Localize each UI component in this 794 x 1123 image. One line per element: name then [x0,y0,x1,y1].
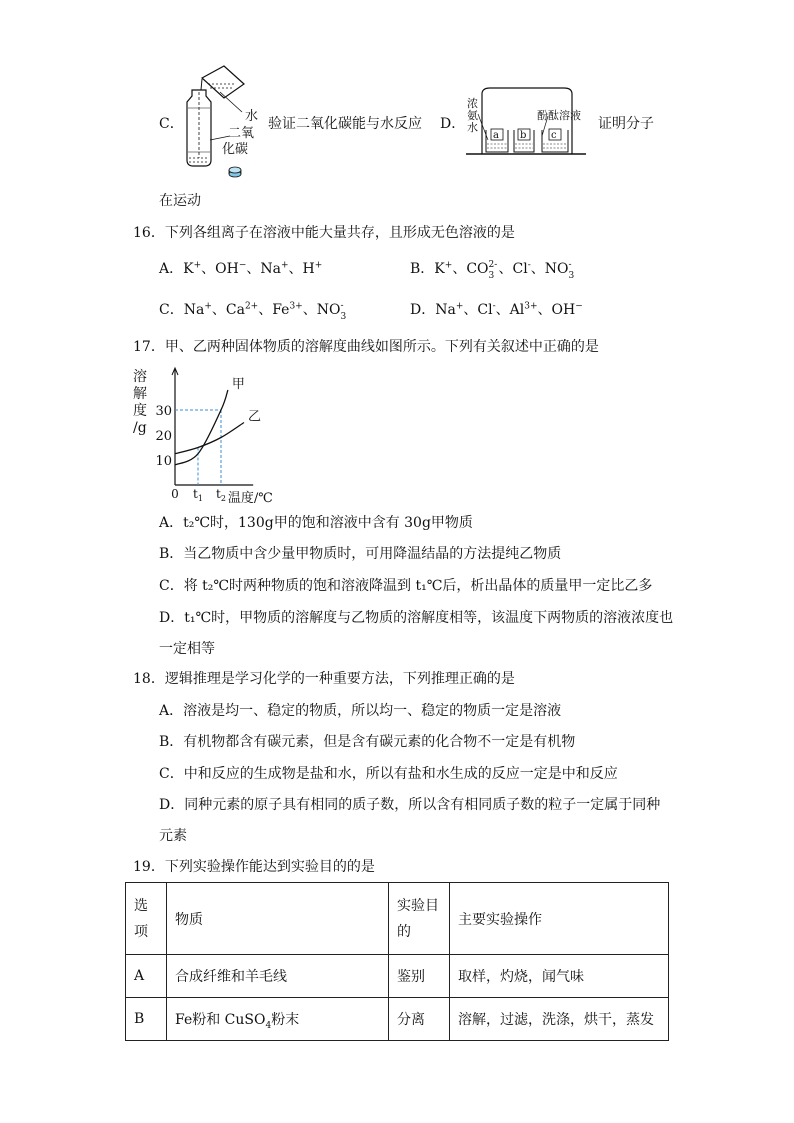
q19-header-option: 选 项 [126,883,167,955]
q15-d-beaker-c: c [551,130,557,141]
table-row [126,955,669,998]
q16-option-d: D．Na+、Cl-、$Al^{3+}$、OH− [410,301,583,318]
q19-row-b-purpose: 分离 [389,998,450,1041]
q18-option-a: A．溶液是均一、稳定的物质，所以均一、稳定的物质一定是溶液 [159,703,562,719]
q17-option-a: A．t₂℃时，130g甲的饱和溶液中含有 30g甲物质 [159,515,473,531]
q19-header-substance: 物质 [167,883,389,955]
q18-option-c: C．中和反应的生成物是盐和水，所以有盐和水生成的反应一定是中和反应 [159,766,618,782]
y-axis-label-char: /g [133,420,147,436]
y-axis-label-char: 度 [133,403,147,419]
q19-row-a-option: A [126,955,167,998]
q17-option-d-line1: D．t₁℃时，甲物质的溶解度与乙物质的溶解度相等，该温度下两物质的溶液浓度也 [159,610,674,626]
q15-d-label-left-2: 氨 [467,109,478,122]
q19-header-purpose: 实验目 的 [389,883,450,955]
q18-option-d-line1: D．同种元素的原子具有相同的质子数，所以含有相同质子数的粒子一定属于同种 [159,797,661,813]
q17-option-c: C．将 t₂℃时两种物质的饱和溶液降温到 t₁℃后，析出晶体的质量甲一定比乙多 [159,578,653,594]
series-label: 乙 [248,409,262,425]
q19-row-b-substance: Fe粉和 CuSO$_4$粉末 [167,998,389,1041]
solubility-chart [130,365,300,503]
q15-d-label-left-3: 水 [467,121,478,134]
q19-table-header [126,883,669,955]
q17-option-b: B．当乙物质中含少量甲物质时，可用降温结晶的方法提纯乙物质 [159,546,562,562]
q19-row-a-substance: 合成纤维和羊毛线 [167,955,389,998]
q19-stem: 19．下列实验操作能达到实验目的的是 [133,859,375,875]
series-curve-乙 [175,423,244,454]
y-tick-label: 30 [155,404,172,419]
q18-option-d-line2: 元素 [159,828,187,844]
x-tick-label: $t_2$ [216,487,226,503]
q15-d-label-left-1: 浓 [467,97,478,110]
q15-option-c-label: C． [159,116,184,132]
q17-option-d-line2: 一定相等 [159,641,215,657]
y-axis-label-char: 解 [133,386,147,402]
q19-row-a-purpose: 鉴别 [389,955,450,998]
q19-row-a-operation: 取样，灼烧，闻气味 [450,955,669,998]
q19-table [125,882,669,1041]
q19-row-b-operation: 溶解，过滤，洗涤，烘干，蒸发 [450,998,669,1041]
q15-option-c-text: 验证二氧化碳能与水反应 [268,116,422,132]
q15-d-label-right: 酚酞溶液 [537,109,581,122]
q15-option-d-text: 证明分子 [598,116,654,132]
q15-option-d-text-cont: 在运动 [159,193,201,209]
q16-option-a: A．K+、OH−、Na+、H+ [159,260,323,277]
q18-option-b: B．有机物都含有碳元素，但是含有碳元素的化合物不一定是有机物 [159,734,576,750]
q16-option-b: B．K+、CO 2- 3 、Cl-、NO - 3 [410,260,575,281]
x-axis-label: 温度/℃ [227,491,273,503]
q19-row-b-option: B [126,998,167,1041]
y-axis-label-char: 溶 [133,369,147,385]
series-label: 甲 [231,377,245,392]
q15-c-label-co2-1: 二氧 [228,126,255,141]
q17-stem: 17．甲、乙两种固体物质的溶解度曲线如图所示。下列有关叙述中正确的是 [133,339,599,355]
y-tick-label: 20 [155,429,172,444]
q19-header-operation: 主要实验操作 [450,883,669,955]
q15-c-label-water: 水 [245,109,259,124]
q18-stem: 18．逻辑推理是学习化学的一种重要方法，下列推理正确的是 [133,671,515,687]
series-curve-甲 [175,390,228,465]
y-tick-label: 10 [155,454,172,469]
q16-option-c: C．Na+、$Ca^{2+}$、$Fe^{3+}$、NO - 3 [159,301,347,322]
table-row [126,998,669,1041]
q15-d-beaker-a: a [493,130,499,141]
x-tick-label: 0 [171,487,179,501]
q16-stem: 16．下列各组离子在溶液中能大量共存，且形成无色溶液的是 [133,225,515,241]
q15-option-d-label: D． [440,116,466,132]
q15-c-label-co2-2: 化碳 [222,142,249,157]
q15-d-beaker-b: b [520,130,527,141]
x-tick-label: $t_1$ [193,487,203,503]
